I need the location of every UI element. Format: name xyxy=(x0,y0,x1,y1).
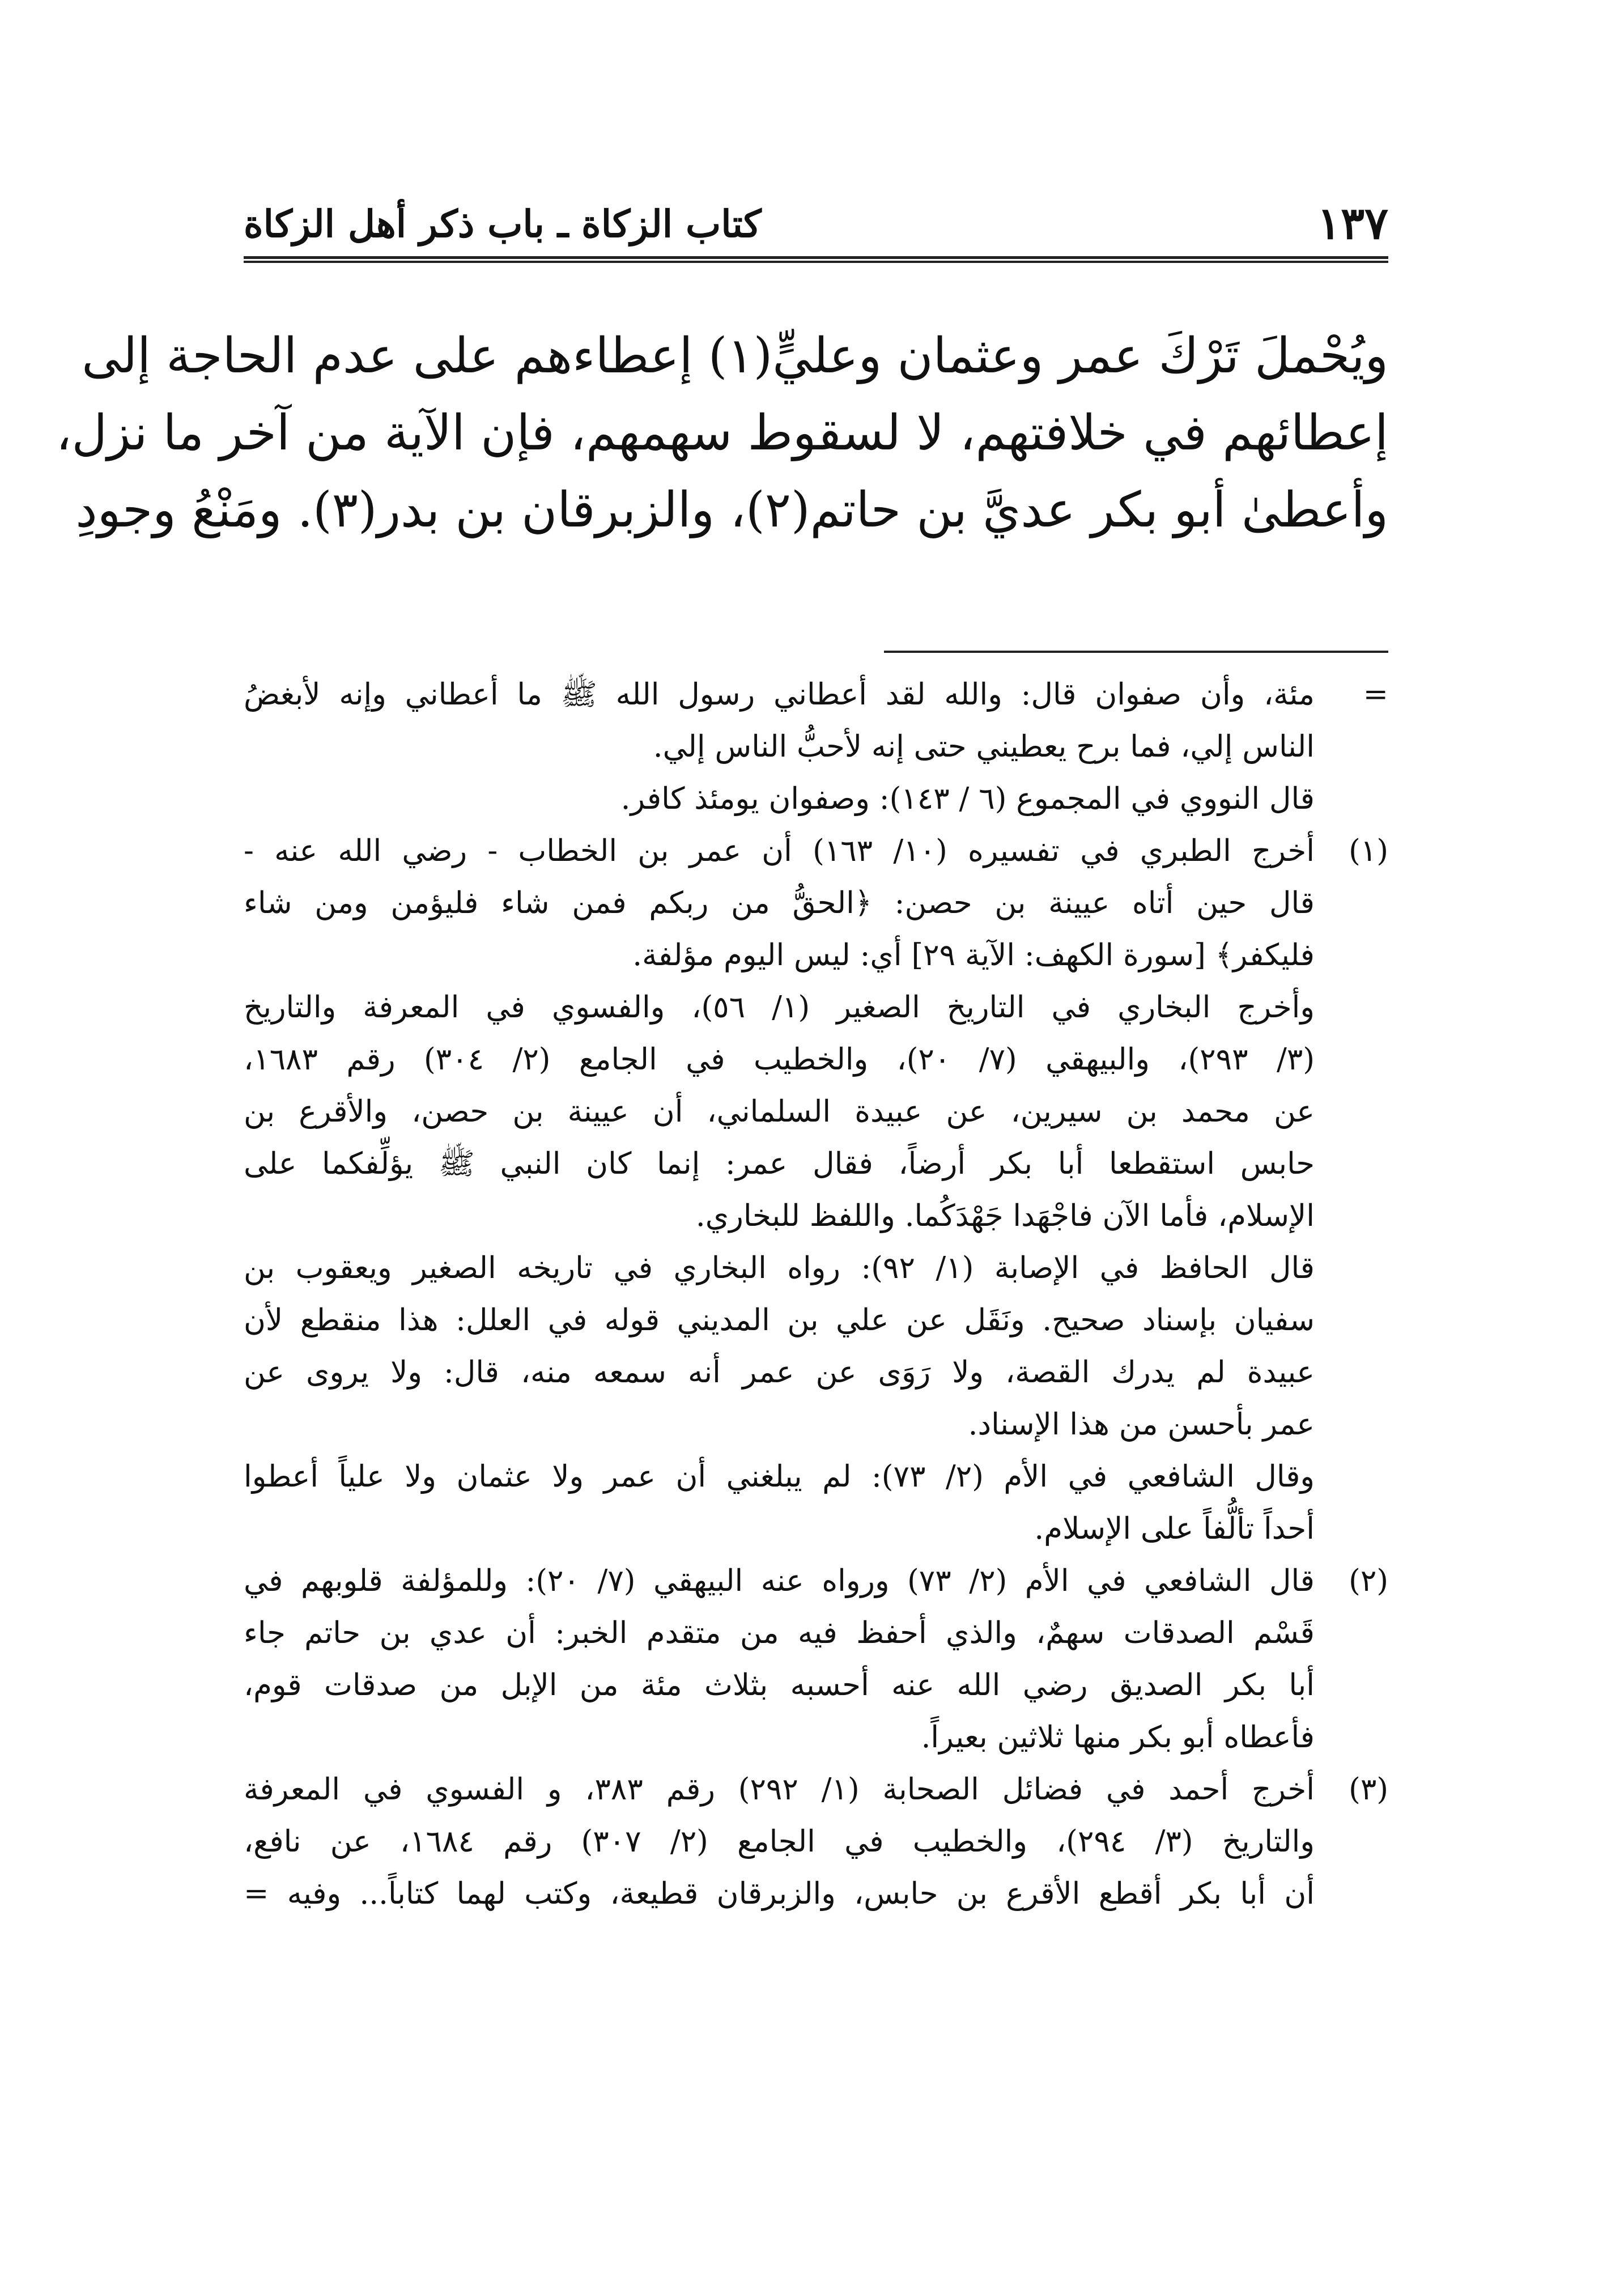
footnote-line: مئة، وأن صفوان قال: والله لقد أعطاني رسول الله ﷺ ما أعطاني وإنه لأبغضُ xyxy=(244,677,1315,712)
footnote-line: فأعطاه أبو بكر منها ثلاثين بعيراً. xyxy=(921,1720,1315,1755)
footnote-line: قَسْم الصدقات سهمٌ، والذي أحفظ فيه من متقدم الخبر: أن عدي بن حاتم جاء xyxy=(244,1616,1315,1650)
footnote-mark: (٢) xyxy=(1349,1564,1388,1598)
footnote-separator xyxy=(884,651,1388,653)
footnote-line: حابس استقطعا أبا بكر أرضاً، فقال عمر: إنما كان النبي ﷺ يؤلِّفكما على xyxy=(244,1146,1315,1181)
footnote-line: فليكفر﴾ [سورة الكهف: الآية ٢٩] أي: ليس اليوم مؤلفة. xyxy=(632,938,1315,973)
footnote-mark: (٣) xyxy=(1349,1772,1388,1807)
footnote-line: عبيدة لم يدرك القصة، ولا رَوَى عن عمر أنه سمعه منه، قال: ولا يروى عن xyxy=(244,1355,1315,1390)
header-rule xyxy=(244,256,1388,263)
footnote-continuation xyxy=(244,669,1388,721)
footnote-line: سفيان بإسناد صحيح. ونَقَل عن علي بن المديني قوله في العلل: هذا منقطع لأن xyxy=(244,1303,1315,1337)
footnote-3 xyxy=(244,1764,1388,1816)
footnote-mark: (١) xyxy=(1349,834,1388,868)
main-text-line: إعطائهم في خلافتهم، لا لسقوط سهمهم، فإن الآية من آخر ما نزل، xyxy=(56,405,1388,461)
footnote-line: قال النووي في المجموع (٦ / ١٤٣): وصفوان يومئذ كافر. xyxy=(620,782,1315,816)
footnote-line: وقال الشافعي في الأم (٢/ ٧٣): لم يبلغني أن عمر ولا عثمان ولا علياً أعطوا xyxy=(244,1459,1315,1494)
footnote-line: قال الحافظ في الإصابة (١/ ٩٢): رواه البخاري في تاريخه الصغير ويعقوب بن xyxy=(244,1251,1315,1285)
footnote-line: قال الشافعي في الأم (٢/ ٧٣) ورواه عنه البيهقي (٧/ ٢٠): وللمؤلفة قلوبهم في xyxy=(244,1564,1315,1598)
footnote-line: قال حين أتاه عيينة بن حصن: ﴿الحقُّ من ربكم فمن شاء فليؤمن ومن شاء xyxy=(244,886,1315,920)
footnote-line: عن محمد بن سيرين، عن عبيدة السلماني، أن عيينة بن حصن، والأقرع بن xyxy=(244,1094,1315,1129)
footnote-line: والتاريخ (٣/ ٢٩٤)، والخطيب في الجامع (٢/ ٣٠٧) رقم ١٦٨٤، عن نافع، xyxy=(244,1824,1315,1859)
page-header xyxy=(244,193,1388,255)
footnote-line: أن أبا بكر أقطع الأقرع بن حابس، والزبرقان قطيعة، وكتب لهما كتاباً... وفيه = xyxy=(244,1876,1315,1911)
footnote-line: عمر بأحسن من هذا الإسناد. xyxy=(968,1407,1315,1442)
main-text-line: ويُحْملَ تَرْكَ عمر وعثمان وعليٍّ(١) إعطاءهم على عدم الحاجة إلى xyxy=(82,328,1388,384)
footnote-line: (٣/ ٢٩٣)، والبيهقي (٧/ ٢٠)، والخطيب في الجامع (٢/ ٣٠٤) رقم ١٦٨٣، xyxy=(244,1042,1315,1077)
footnote-line: الناس إلي، فما برح يعطيني حتى إنه لأحبُّ الناس إلي. xyxy=(653,729,1315,764)
main-text xyxy=(56,317,1388,549)
continuation-mark: = xyxy=(1363,677,1388,712)
footnotes xyxy=(244,669,1388,1920)
footnote-line: وأخرج البخاري في التاريخ الصغير (١/ ٥٦)، والفسوي في المعرفة والتاريخ xyxy=(244,990,1315,1025)
footnote-line: أبا بكر الصديق رضي الله عنه أحسبه بثلاث مئة من الإبل من صدقات قوم، xyxy=(244,1668,1315,1702)
footnote-2 xyxy=(244,1555,1388,1607)
main-text-line: وأعطىٰ أبو بكر عديَّ بن حاتم(٢)، والزبرقان بن بدر(٣). ومَنْعُ وجودِ xyxy=(75,482,1388,538)
footnote-line: أحداً تألُّفاً على الإسلام. xyxy=(1034,1511,1315,1546)
footnote-1 xyxy=(244,825,1388,877)
page-number: ١٣٧ xyxy=(1317,198,1388,249)
footnote-line: أخرج أحمد في فضائل الصحابة (١/ ٢٩٢) رقم ٣٨٣، و الفسوي في المعرفة xyxy=(244,1772,1315,1807)
running-title: كتاب الزكاة ـ باب ذكر أهل الزكاة xyxy=(244,202,762,246)
footnote-line: أخرج الطبري في تفسيره (١٠/ ١٦٣) أن عمر بن الخطاب - رضي الله عنه - xyxy=(244,834,1315,868)
footnote-line: الإسلام، فأما الآن فاجْهَدا جَهْدَكُما. واللفظ للبخاري. xyxy=(695,1199,1315,1233)
